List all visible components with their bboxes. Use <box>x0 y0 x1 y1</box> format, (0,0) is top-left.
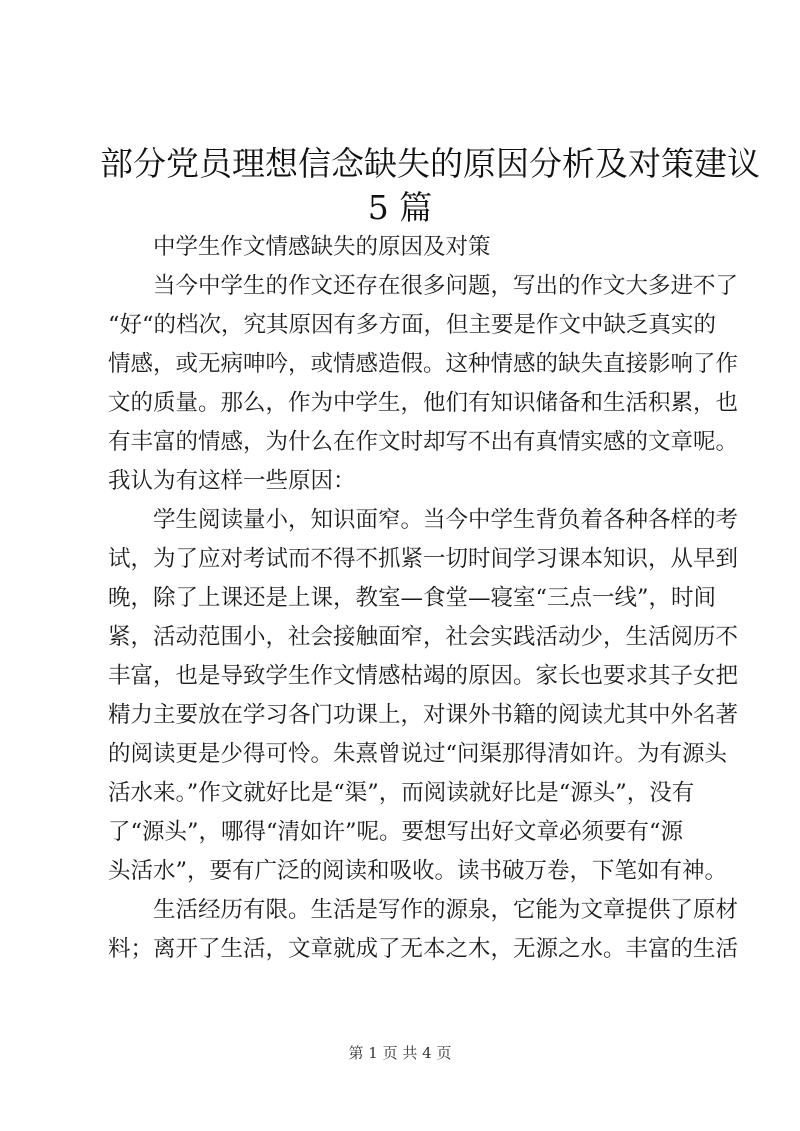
body-line: 紧，活动范围小，社会接触面窄，社会实践活动少，生活阅历不 <box>108 624 739 650</box>
body-line: 情感，或无病呻吟，或情感造假。这种情感的缺失直接影响了作 <box>108 351 739 377</box>
body-line: 了“源头”，哪得“清如许”呢。要想写出好文章必须要有“源 <box>108 819 684 845</box>
page-footer: 第 1 页 共 4 页 <box>348 1044 452 1062</box>
body-line: “好“的档次，究其原因有多方面，但主要是作文中缺乏真实的 <box>108 312 717 338</box>
body-line: 生活经历有限。生活是写作的源泉，它能为文章提供了原材 <box>108 897 739 923</box>
body-line: 文的质量。那么，作为中学生，他们有知识储备和生活积累，也 <box>108 390 739 416</box>
body-line: 精力主要放在学习各门功课上，对课外书籍的阅读尤其中外名著 <box>108 702 739 728</box>
body-line: 试，为了应对考试而不得不抓紧一切时间学习课本知识，从早到 <box>108 546 739 572</box>
document-title-line-1: 部分党员理想信念缺失的原因分析及对策建议 <box>100 144 760 183</box>
body-line: 中学生作文情感缺失的原因及对策 <box>108 234 491 260</box>
body-line: 当今中学生的作文还存在很多问题，写出的作文大多进不了 <box>108 273 739 299</box>
body-line: 料；离开了生活，文章就成了无本之木，无源之水。丰富的生活 <box>108 936 739 962</box>
body-line: 有丰富的情感，为什么在作文时却写不出有真情实感的文章呢。 <box>108 429 739 455</box>
body-line: 丰富，也是导致学生作文情感枯竭的原因。家长也要求其子女把 <box>108 663 739 689</box>
body-line: 头活水”，要有广泛的阅读和吸收。读书破万卷，下笔如有神。 <box>108 858 728 884</box>
document-title-line-2: 5 篇 <box>367 188 433 227</box>
body-line: 活水来。”作文就好比是“渠”，而阅读就好比是“源头”，没有 <box>108 780 695 806</box>
body-line: 学生阅读量小，知识面窄。当今中学生背负着各种各样的考 <box>108 507 739 533</box>
body-line: 我认为有这样一些原因： <box>108 468 356 494</box>
body-line: 晚，除了上课还是上课，教室—食堂—寝室“三点一线”，时间 <box>108 585 717 611</box>
body-line: 的阅读更是少得可怜。朱熹曾说过“问渠那得清如许。为有源头 <box>108 741 728 767</box>
